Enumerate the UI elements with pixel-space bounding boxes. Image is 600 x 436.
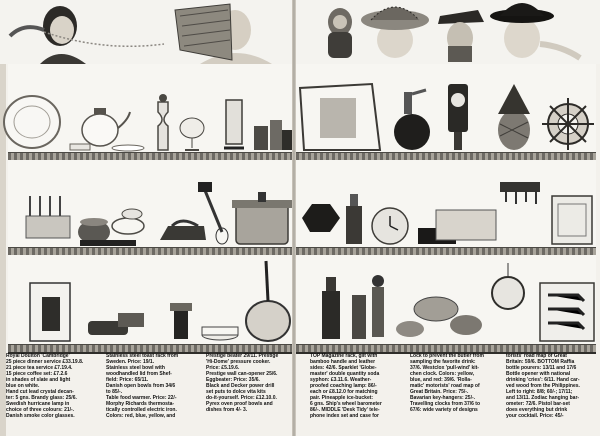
drill-handle xyxy=(170,303,192,339)
caption-line: Bavarian key-hangers: 25/-. xyxy=(410,395,476,401)
caption-col-2 xyxy=(106,353,204,419)
caption-line: Eggbeater: Price: 35/6. xyxy=(206,377,260,383)
pyrex-dish xyxy=(202,327,238,340)
soda-syphon xyxy=(394,90,430,150)
cup xyxy=(70,144,90,150)
hurricane-lamp xyxy=(224,100,244,148)
caption-line: sampling the favorite drink: xyxy=(410,359,476,365)
caption-line: 86/-. MIDDLE 'Desk Tidy' tele- xyxy=(310,407,380,413)
smoke-glasses xyxy=(254,120,292,150)
pistol-bar-set xyxy=(540,283,594,341)
caption-line: Travelling clocks from 37/6 to xyxy=(410,401,481,407)
caption-line: tically controlled electric iron. xyxy=(106,407,177,413)
brandy-glass xyxy=(180,118,204,150)
caption-line: to 85/-. xyxy=(106,389,123,395)
travelling-clocks xyxy=(552,196,592,244)
caption-line: does everything but drink xyxy=(506,407,568,413)
caption-line: 'Hi-Dome' pressure cooker. xyxy=(206,359,271,365)
hanging-barometer xyxy=(492,263,524,309)
caption-area xyxy=(6,353,596,436)
caption-line: Price: £5.19.6. xyxy=(206,365,240,371)
caption-line: blue, and red: 39/6. 'Rolla- xyxy=(410,377,472,383)
caption-line: Lock to prevent the butler from xyxy=(410,353,484,359)
caption-line: set puts to dolce vita kits xyxy=(206,389,266,395)
caption-line: dishes from 4/- 3. xyxy=(206,407,248,413)
table-food-warmer xyxy=(80,240,136,246)
caption-line: do-it-yourself. Price: £12.10.0. xyxy=(206,395,277,401)
caption-line: Prestige wall can-opener 25/6. xyxy=(206,371,278,377)
caption-line: Sweden. Price: 19/1. xyxy=(106,359,155,365)
power-drill xyxy=(88,313,144,335)
caption-col-3 xyxy=(206,353,304,413)
caption-line: phone index set and case for xyxy=(310,413,379,419)
map-card xyxy=(436,210,496,240)
bottom-shelf-objects xyxy=(0,255,600,345)
ships-wheel-barometer xyxy=(542,98,594,150)
toast-rack xyxy=(26,196,70,238)
caption-col-1 xyxy=(6,353,104,419)
bottle-opener xyxy=(352,295,366,339)
danish-open-bowls xyxy=(112,209,144,234)
caption-line: matic' motorists' road map of xyxy=(410,383,480,389)
top-shelf-objects xyxy=(0,64,600,154)
caption-line: bottle pourers: 13/11 and 17/6 xyxy=(506,365,577,371)
middle-shelf-objects xyxy=(0,160,600,248)
caption-line: Danish open bowls from 34/6 xyxy=(106,383,176,389)
coaching-lamp xyxy=(448,84,468,150)
lock-bottle xyxy=(346,194,362,244)
caption-col-6 xyxy=(506,353,596,419)
page-gutter xyxy=(292,0,296,436)
power-drill-set xyxy=(30,283,70,341)
caption-line: sides: 42/6. Sparklet 'Globe- xyxy=(310,365,377,371)
caption-line: in shades of slate and light xyxy=(6,377,71,383)
caption-line: Danish smoke color glasses. xyxy=(6,413,75,419)
caption-line: chen clock. Colors: yellow, xyxy=(410,371,474,377)
caption-line: blue on white. xyxy=(6,383,40,389)
caption-line: master' double quantity soda xyxy=(310,371,380,377)
caption-line: Morphy Richards thermosta- xyxy=(106,401,175,407)
caption-line: ter: 5 gns. Brandy glass: 25/6. xyxy=(6,395,77,401)
caption-line: pair. Pineapple ice-bucket: xyxy=(310,395,374,401)
caption-line: each or £8.12.0 for matching xyxy=(310,389,378,395)
caption-line: Prestige beater 29/11. Prestige xyxy=(206,353,279,359)
caption-line: woodhandled lid from Shef- xyxy=(106,371,172,377)
caption-line: 21 piece tea service £7.19.4. xyxy=(6,365,73,371)
toby-jug-figurine xyxy=(328,8,352,58)
caption-line: field: Price: 65/11. xyxy=(106,377,149,383)
caption-col-5 xyxy=(410,353,508,413)
caption-line: 25 piece dinner service £33.19.8. xyxy=(6,359,84,365)
caption-line: Great Britain. Price: 75/-. xyxy=(410,389,469,395)
caption-line: TOP Magazine rack, gilt with xyxy=(310,353,378,359)
caption-line: Swedish hurricane lamp in xyxy=(6,401,70,407)
top-photo-strip xyxy=(0,0,600,64)
electric-iron xyxy=(160,221,206,240)
caption-col-4 xyxy=(310,353,408,419)
desk-tidy xyxy=(302,204,340,232)
zodiac-bottle xyxy=(372,275,384,337)
caption-line: Stainless steel bowl with xyxy=(106,365,165,371)
kitchen-clock xyxy=(372,208,408,244)
caption-line: Bottle opener with national xyxy=(506,371,571,377)
caption-line: 67/6: wide variety of designs xyxy=(410,407,478,413)
pineapple-ice-bucket xyxy=(498,84,530,150)
caption-line: ometer: 72/6. Pistol bar-set xyxy=(506,401,570,407)
caption-line: Colors: red, blue, yellow, and xyxy=(106,413,176,419)
crystal-decanter xyxy=(158,94,168,150)
key-hangers xyxy=(500,182,540,204)
caption-line: drinking 'cries': 6/11. Hand car- xyxy=(506,377,580,383)
caption-line: 37/6. Westclox 'pull-wind' kit- xyxy=(410,365,479,371)
caption-line: Britain: 59/6. BOTTOM Raffia xyxy=(506,359,575,365)
magazine-rack xyxy=(300,84,380,150)
teapot xyxy=(82,108,130,146)
caption-line: 6 gns. Ship's wheel barometer xyxy=(310,401,382,407)
caption-line: Pyrex oven proof bowls and xyxy=(206,401,273,407)
caption-line: Stainless steel toast rack from xyxy=(106,353,179,359)
frying-pan xyxy=(246,261,290,341)
caption-line: proofed coaching lamp: 86/- xyxy=(310,383,377,389)
caption-line: and 13/11. Zodiac hanging bar- xyxy=(506,395,580,401)
caption-line: torists' road map of Great xyxy=(506,353,567,359)
caption-line: 15 piece coffee set: £7.2.6 xyxy=(6,371,68,377)
dinner-platter xyxy=(4,96,60,148)
caption-line: Left to right: 8/8; 60/-; 17/11; xyxy=(506,389,573,395)
pressure-cooker xyxy=(232,192,292,244)
saucer xyxy=(112,145,144,151)
caption-line: Black and Decker power drill xyxy=(206,383,275,389)
caption-line: bamboo handle and leather xyxy=(310,359,376,365)
caption-line: ved wood from the Philippines. xyxy=(506,383,580,389)
caption-line: Royal Doulton 'Cambridge' xyxy=(6,353,70,359)
raffia-bottle xyxy=(322,277,340,339)
carved-wood-bowls xyxy=(396,297,482,337)
caption-line: Table food warmer. Price: 22/- xyxy=(106,395,177,401)
caption-line: syphon: £3.11.6. Weather- xyxy=(310,377,372,383)
caption-line: your cocktail. Price: 45/- xyxy=(506,413,564,419)
caption-line: Hand cut lead crystal decan- xyxy=(6,389,74,395)
caption-line: choice of three colours: 21/-. xyxy=(6,407,75,413)
